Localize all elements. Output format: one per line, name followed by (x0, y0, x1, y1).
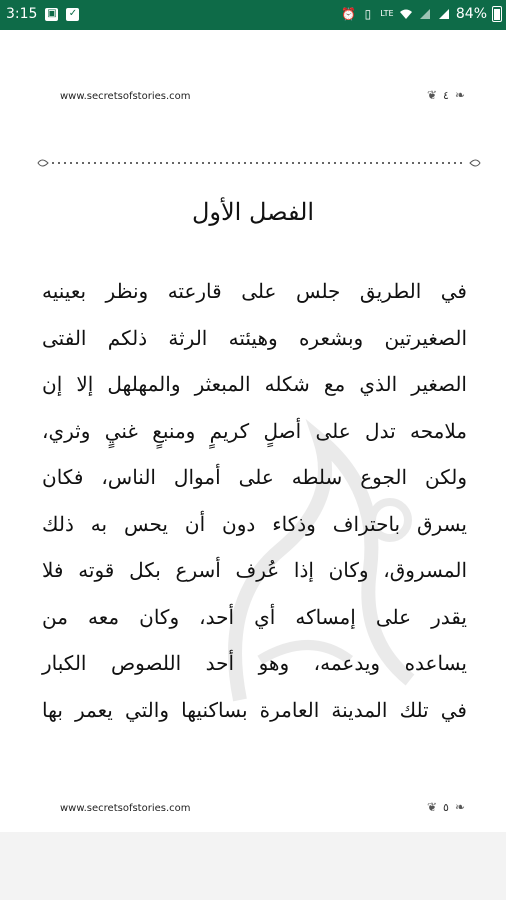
chapter-title: الفصل الأول (191, 198, 315, 226)
text-line: يسرق باحتراف وذكاء دون أن يحس به ذلك (42, 511, 467, 536)
header-site-url: www.secretsofstories.com (60, 91, 191, 102)
battery-percent: 84% (455, 6, 487, 22)
footer-site-url: www.secretsofstories.com (60, 803, 191, 814)
wifi-icon (399, 7, 413, 21)
alarm-icon: ⏰ (341, 7, 357, 21)
book-page[interactable] (0, 30, 506, 832)
ornament-left-icon: ❦ (426, 88, 438, 102)
text-line: الصغيرتين وبشعره وهيئته الرثة ذلكم الفتى (42, 325, 467, 350)
signal-icon-2 (437, 7, 451, 21)
chapter-body-text (42, 268, 467, 733)
footer-page-number: ٥ (443, 800, 449, 814)
text-line: يقدر على إمساكه أي أحد، وكان معه من (42, 604, 467, 629)
text-line: الصغير الذي مع شكله المبعثر والمهلهل إلا إن (42, 372, 467, 396)
status-time: 3:15 (6, 6, 38, 22)
gallery-notification-icon: ▣ (47, 8, 57, 19)
battery-icon (492, 6, 502, 22)
header-page-number-group (427, 88, 465, 102)
status-bar (0, 0, 506, 30)
text-line: في الطريق جلس على قارعته ونظر بعينيه (42, 279, 467, 303)
ornament-right-icon: ❧ (454, 800, 465, 814)
vibrate-icon: ▯ (364, 7, 372, 21)
status-bar-right (342, 6, 502, 22)
check-notification-icon: ✓ (66, 8, 79, 21)
text-line: في تلك المدينة العامرة بساكنيها والتي يعمر بها (42, 697, 467, 722)
ornament-right-icon: ❧ (454, 88, 465, 102)
signal-icon-1 (418, 7, 432, 21)
text-line: المسروق، وكان إذا عُرف أسرع بكل قوته فلا (42, 558, 467, 582)
page-footer (60, 800, 465, 820)
ornament-left-icon: ❦ (426, 800, 438, 814)
page-header (60, 88, 465, 108)
status-bar-left (6, 6, 79, 22)
text-line: يساعده ويدعمه، وهو أحد اللصوص الكبار (42, 651, 467, 675)
volte-icon: LTE (380, 9, 394, 18)
text-line: ولكن الجوع سلطه على أموال الناس، فكان (42, 465, 467, 489)
text-line: ملامحه تدل على أصلٍ كريمٍ ومنبعٍ غنيٍ وثري، (42, 418, 467, 443)
bottom-area (0, 832, 506, 900)
footer-page-number-group (427, 800, 465, 814)
ornamental-divider (36, 156, 482, 170)
header-page-number: ٤ (443, 88, 449, 102)
